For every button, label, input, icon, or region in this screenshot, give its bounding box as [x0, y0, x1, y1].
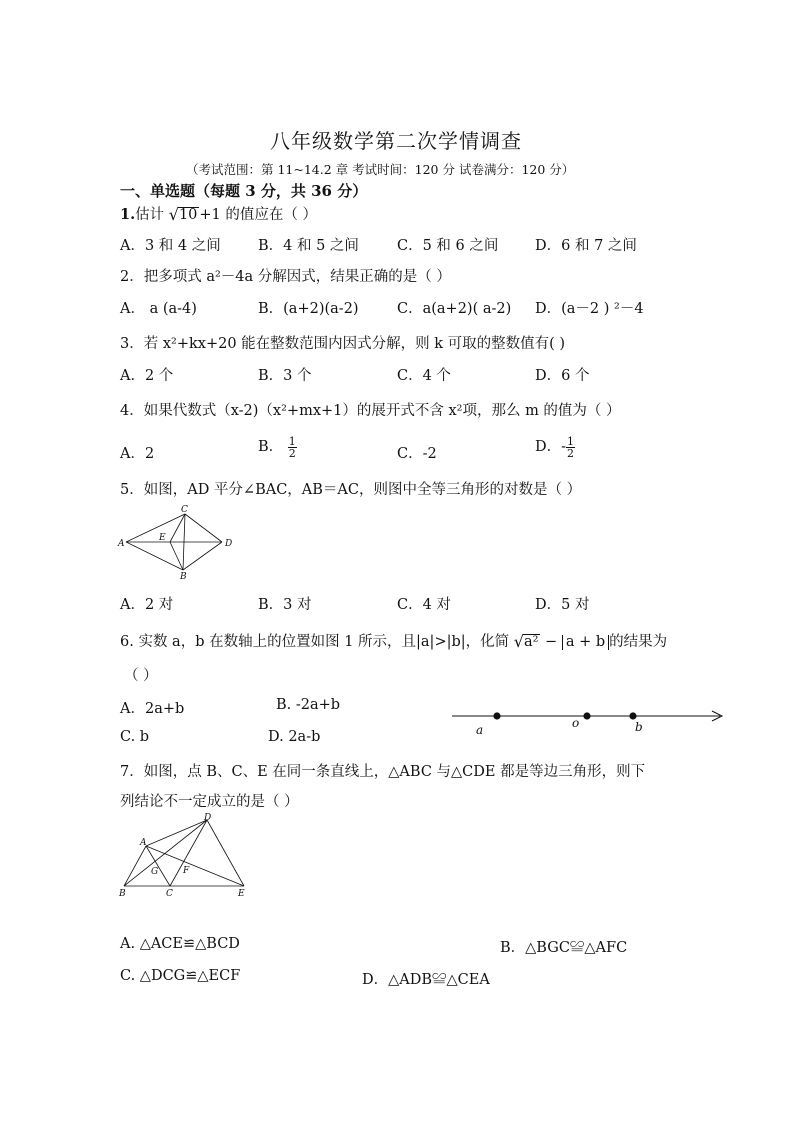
page-title: 八年级数学第二次学情调查: [270, 129, 522, 153]
sqrt-icon: √: [168, 205, 179, 224]
option-a[interactable]: A．2a+b: [120, 701, 185, 717]
label-g: G: [151, 867, 159, 877]
option-d[interactable]: [535, 435, 575, 459]
option-d[interactable]: D. 2a-b: [268, 729, 321, 745]
question-1-stem: [120, 203, 317, 224]
fraction: [566, 436, 575, 459]
fraction: [288, 436, 297, 459]
question-7-stem-line2: 列结论不一定成立的是（ ）: [120, 794, 299, 810]
option-a[interactable]: A．3 和 4 之间: [120, 238, 221, 254]
number-line-figure: [450, 706, 730, 736]
label-b: B: [119, 889, 126, 899]
label-e: E: [159, 533, 166, 543]
question-1-stem-pre: 估计: [135, 207, 165, 223]
label-f: F: [183, 866, 190, 876]
option-c[interactable]: C．a(a+2)( a-2): [397, 301, 512, 317]
question-6-stem-post: 的结果为: [609, 634, 668, 650]
option-b[interactable]: B．4 和 5 之间: [258, 238, 359, 254]
question-1-number: 1.: [120, 206, 136, 223]
question-3-stem: 3．若 x²+kx+20 能在整数范围内因式分解，则 k 可取的整数值有( ): [120, 336, 566, 352]
option-d[interactable]: D．5 对: [535, 597, 590, 613]
fraction-denominator: 2: [288, 446, 296, 460]
label-a: A: [140, 838, 147, 848]
exam-info: （考试范围：第 11~14.2 章 考试时间：120 分 试卷满分：120 分）: [186, 162, 575, 177]
question-6-stem-pre: 6. 实数 a，b 在数轴上的位置如图 1 所示，且|a|>|b|，化简: [120, 634, 510, 650]
point-b: [629, 712, 636, 719]
question-6-stem: [120, 630, 667, 651]
label-d: D: [204, 813, 212, 823]
label-c: C: [181, 505, 188, 515]
label-o: o: [572, 716, 580, 730]
option-b[interactable]: B．3 对: [258, 597, 312, 613]
option-b[interactable]: B．(a+2)(a-2): [258, 301, 359, 317]
triangles-figure: [116, 810, 256, 902]
fraction-denominator: 2: [567, 446, 575, 460]
option-b[interactable]: B．3 个: [258, 368, 312, 384]
option-b[interactable]: B. -2a+b: [276, 697, 341, 713]
label-a: a: [476, 723, 484, 737]
question-7-stem: 7．如图，点 B、C、E 在同一条直线上，△ABC 与△CDE 都是等边三角形，则下: [120, 764, 646, 780]
absolute-value: a + b: [562, 635, 609, 650]
option-c[interactable]: C. b: [120, 729, 150, 745]
option-c[interactable]: C．-2: [397, 446, 437, 462]
option-d[interactable]: D．△ADB≌△CEA: [362, 972, 490, 988]
label-b: B: [180, 572, 187, 582]
question-5-stem: 5．如图，AD 平分∠BAC，AB＝AC，则图中全等三角形的对数是（ ）: [120, 482, 582, 498]
option-a[interactable]: A．2 对: [120, 597, 174, 613]
label-d: D: [225, 539, 233, 549]
label-b: b: [635, 720, 643, 734]
option-d[interactable]: D．6 和 7 之间: [535, 238, 637, 254]
question-2-stem: 2．把多项式 a²－4a 分解因式，结果正确的是（ ）: [120, 269, 451, 285]
option-d[interactable]: D．6 个: [535, 368, 590, 384]
label-a: A: [118, 539, 125, 549]
option-b[interactable]: [258, 435, 297, 459]
sqrt-icon: √: [513, 632, 524, 651]
radicand: 10: [178, 207, 198, 223]
option-d[interactable]: D．(a－2 ) ²－4: [535, 301, 644, 317]
section-heading: 一、单选题（每题 3 分，共 36 分）: [120, 182, 368, 200]
question-4-stem: 4．如果代数式（x-2)（x²+mx+1）的展开式不含 x²项，那么 m 的值为（ ）: [120, 403, 621, 419]
point-o: [583, 712, 590, 719]
option-a[interactable]: A． a (a-4): [120, 301, 197, 317]
option-b-label: B．: [258, 439, 284, 455]
option-c[interactable]: C．4 个: [397, 368, 451, 384]
question-1-stem-post: +1 的值应在（ ）: [199, 207, 317, 223]
option-a[interactable]: A．2 个: [120, 368, 174, 384]
fraction-numerator: 1: [288, 434, 296, 448]
option-a[interactable]: A. △ACE≌△BCD: [120, 936, 240, 952]
option-a[interactable]: A．2: [120, 446, 155, 462]
label-c: C: [166, 889, 173, 899]
option-d-label: D．-: [535, 439, 567, 455]
option-b[interactable]: B．△BGC≌△AFC: [500, 940, 628, 956]
kite-figure: [118, 504, 238, 580]
radicand: a²: [523, 634, 539, 650]
option-c[interactable]: C．4 对: [397, 597, 451, 613]
minus-sign: −: [540, 634, 562, 650]
point-a: [493, 712, 500, 719]
fraction-numerator: 1: [567, 434, 575, 448]
option-c[interactable]: C．5 和 6 之间: [397, 238, 499, 254]
question-6-stem-line2: （ ）: [124, 668, 158, 684]
option-c[interactable]: C. △DCG≌△ECF: [120, 968, 241, 984]
label-e: E: [238, 889, 245, 899]
